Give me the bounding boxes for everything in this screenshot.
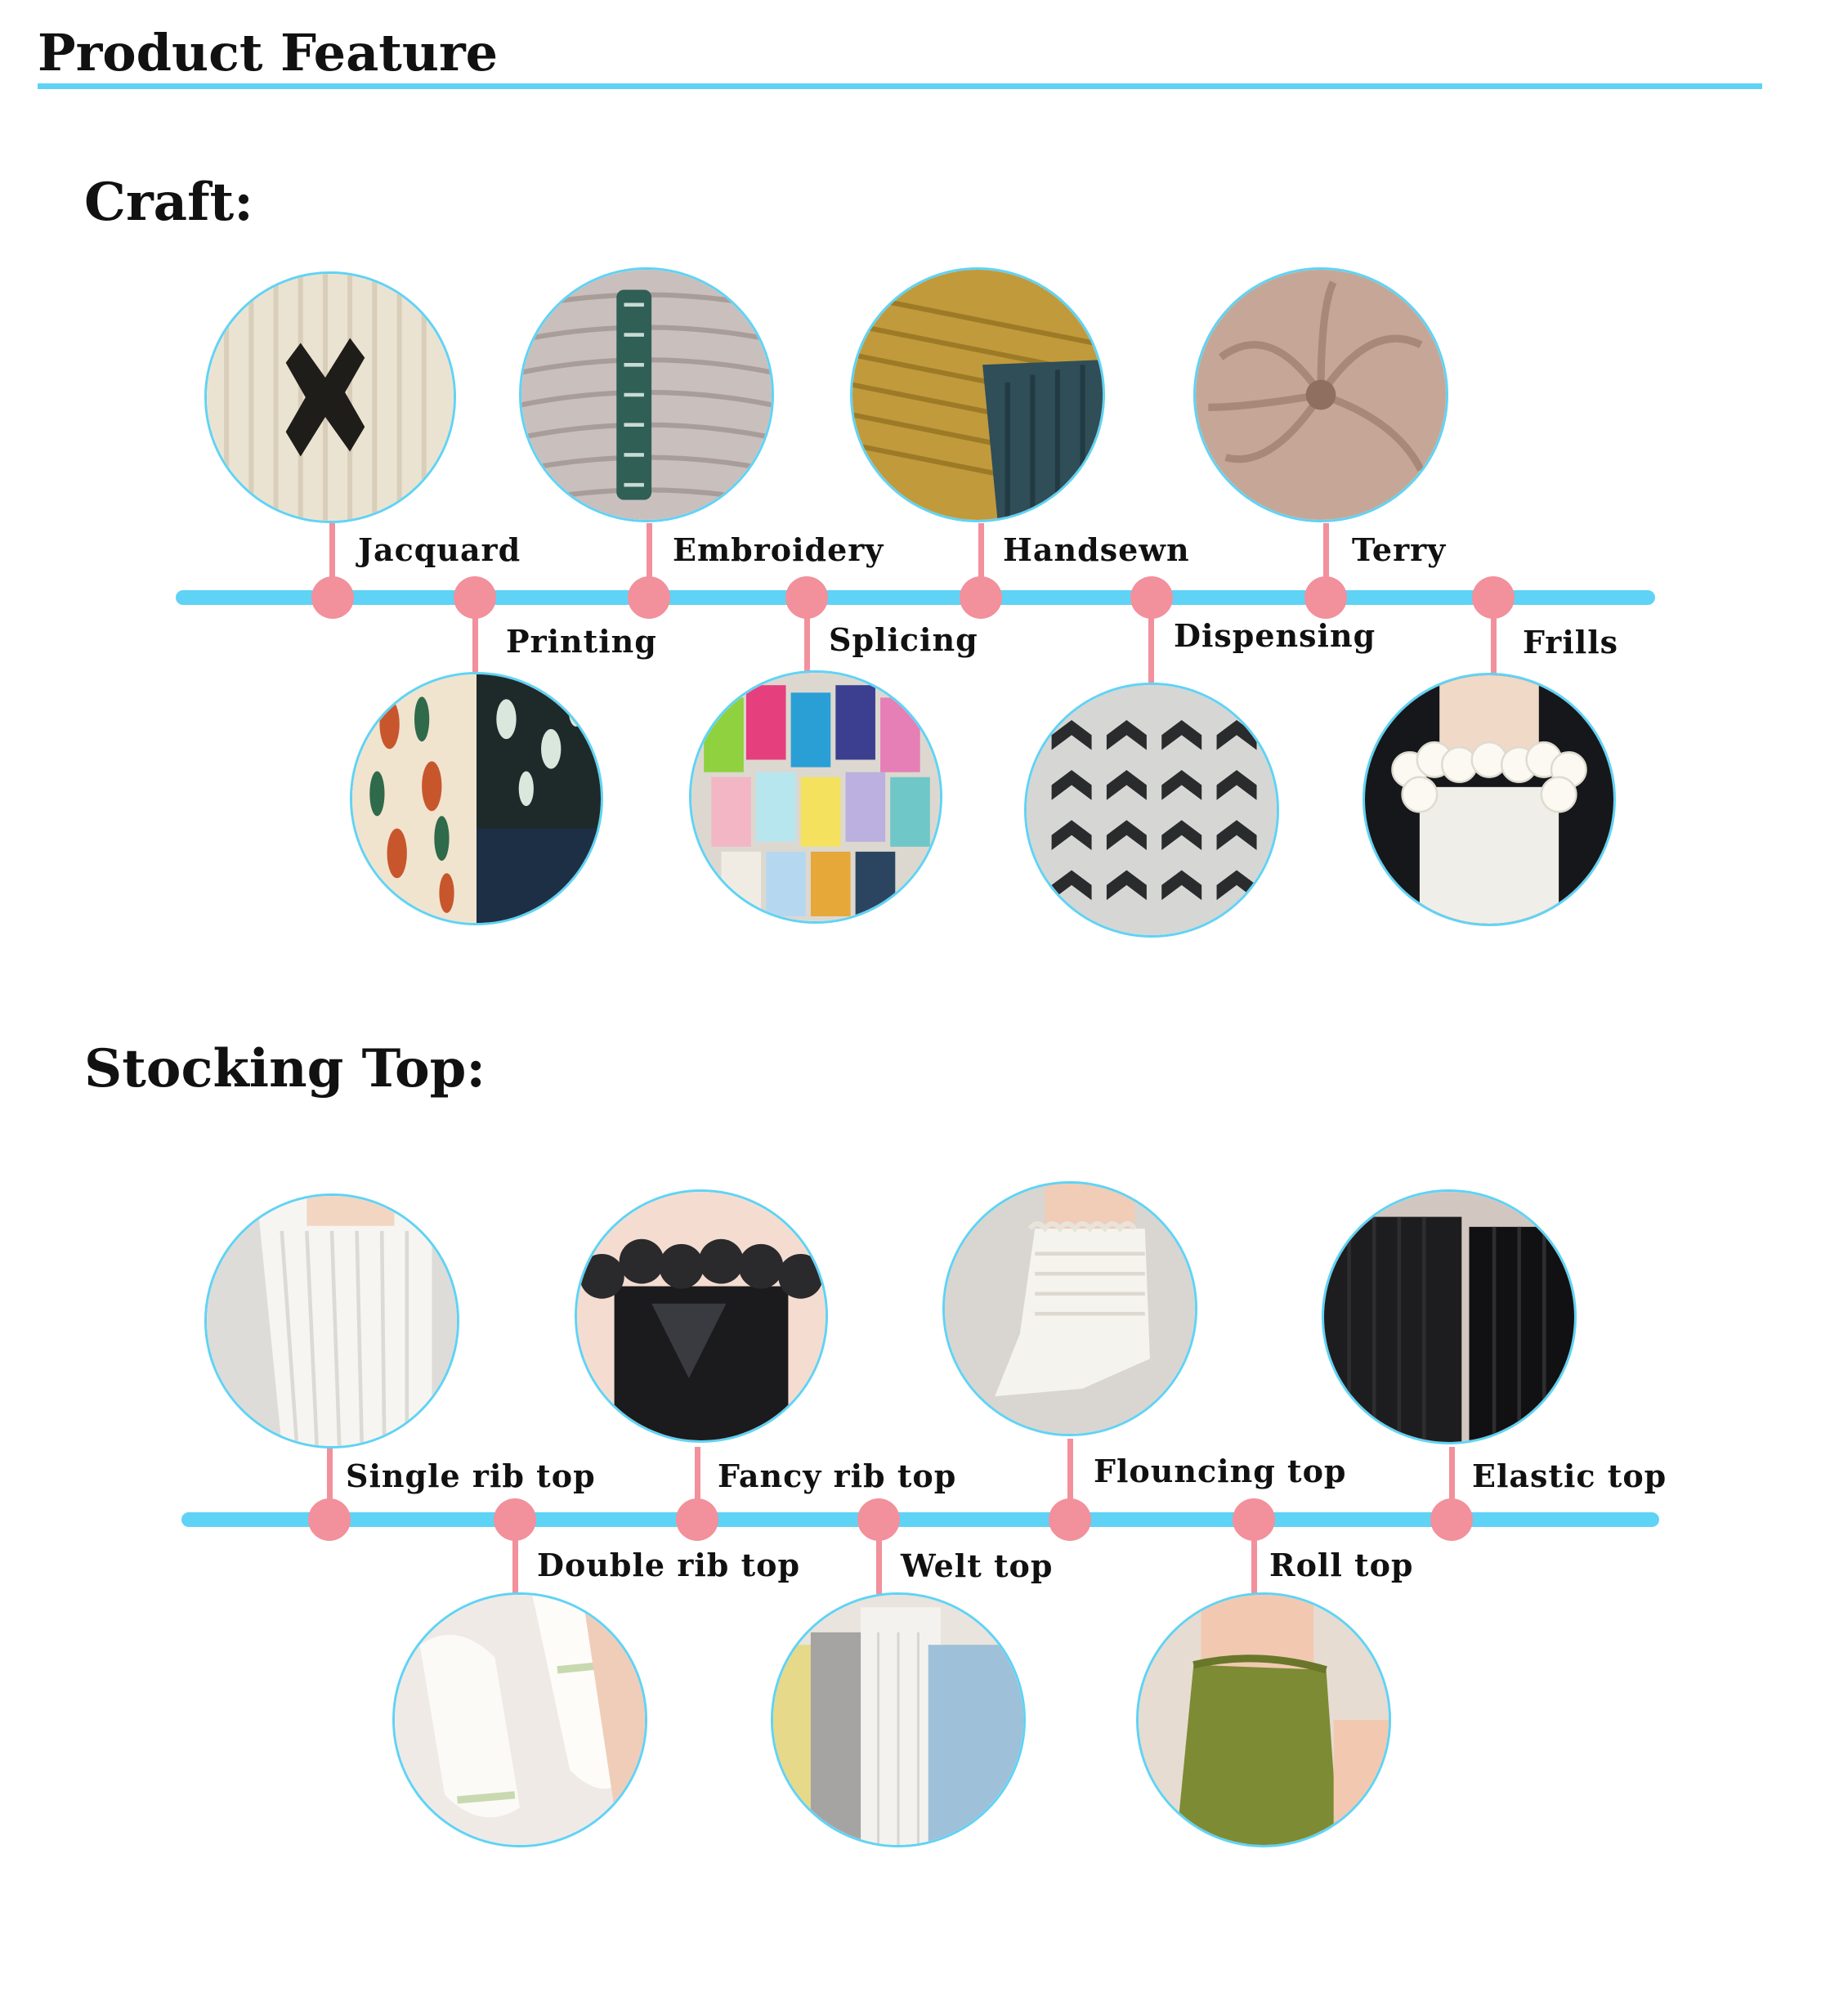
roll-top-green-photo [1136, 1592, 1391, 1847]
stocking-top-label-elastic: Elastic top [1472, 1457, 1667, 1494]
craft-label-embroidery: Embroidery [673, 531, 884, 568]
craft-label-jacquard: Jacquard [358, 531, 521, 568]
stocking-top-dot [857, 1498, 900, 1541]
craft-dot [311, 576, 354, 619]
stocking-top-label-roll: Roll top [1269, 1547, 1414, 1583]
elastic-black-sock-photo [1322, 1189, 1577, 1444]
stocking-top-dot [676, 1498, 718, 1541]
welt-top-stack-photo [771, 1592, 1026, 1847]
printed-floral-photo [350, 672, 603, 925]
flouncing-white-sock-photo [942, 1181, 1197, 1436]
craft-timeline [176, 590, 1655, 605]
craft-label-handsewn: Handsewn [1003, 531, 1190, 568]
craft-dot [454, 576, 496, 619]
embroidered-text-photo [519, 267, 774, 522]
stocking-top-label-flouncing: Flouncing top [1094, 1453, 1347, 1489]
craft-label-printing: Printing [506, 623, 657, 660]
craft-section-title: Craft: [84, 172, 253, 233]
craft-label-dispensing: Dispensing [1174, 617, 1376, 654]
stocking-top-label-single-rib: Single rib top [346, 1457, 596, 1494]
stocking-top-dot [1049, 1498, 1091, 1541]
stocking-top-section-title: Stocking Top: [84, 1038, 485, 1099]
title-underline [38, 83, 1762, 89]
jacquard-butterfly-photo [204, 271, 456, 523]
craft-dot [628, 576, 670, 619]
stocking-top-dot [1233, 1498, 1275, 1541]
craft-dot [1472, 576, 1515, 619]
stocking-top-label-welt: Welt top [901, 1547, 1054, 1584]
craft-label-frills: Frills [1523, 624, 1619, 660]
stocking-top-label-double-rib: Double rib top [537, 1547, 801, 1583]
craft-label-splicing: Splicing [829, 621, 978, 658]
stocking-top-dot [308, 1498, 351, 1541]
spliced-colorful-socks-photo [689, 670, 942, 924]
stocking-top-dot [494, 1498, 536, 1541]
stocking-top-dot [1430, 1498, 1473, 1541]
anti-slip-dispensing-photo [1024, 683, 1279, 938]
double-rib-ankle-photo [392, 1592, 647, 1847]
page-title: Product Feature [38, 23, 499, 83]
craft-dot [785, 576, 828, 619]
frill-cuff-photo [1363, 673, 1616, 926]
single-rib-white-photo [204, 1193, 459, 1449]
craft-dot [1304, 576, 1347, 619]
craft-label-terry: Terry [1352, 531, 1447, 568]
stocking-top-label-fancy-rib: Fancy rib top [718, 1457, 957, 1494]
handsewn-knit-photo [850, 267, 1105, 522]
terry-loop-photo [1193, 267, 1448, 522]
fancy-rib-black-ruffle-photo [575, 1189, 828, 1443]
craft-dot [960, 576, 1002, 619]
craft-dot [1130, 576, 1173, 619]
